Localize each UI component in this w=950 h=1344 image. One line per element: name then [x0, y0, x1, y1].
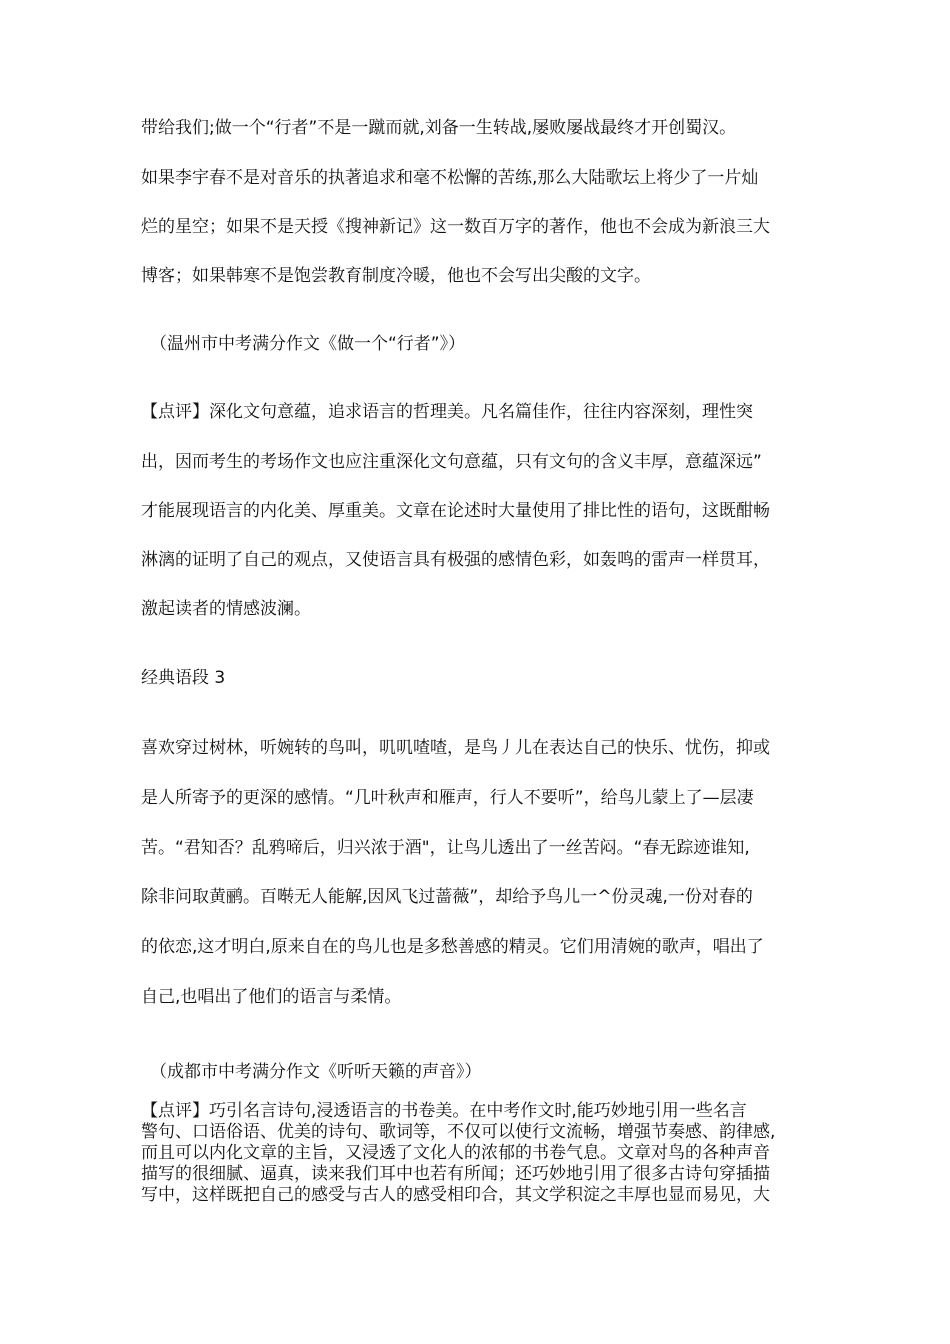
comment-1-line-3: 才能展现语言的内化美、厚重美。文章在论述时大量使用了排比性的语句，这既酣畅 — [141, 501, 770, 521]
paragraph-1-line-3: 烂的星空；如果不是天授《搜神新记》这一数百万字的著作，他也不会成为新浪三大 — [141, 217, 770, 237]
comment-2-line-4: 描写的很细腻、逼真，读来我们耳中也若有所闻；还巧妙地引用了很多古诗句穿插描 — [141, 1164, 770, 1184]
source-citation-2: （成都市中考满分作文《听听天籁的声音》） — [150, 1062, 482, 1082]
paragraph-2-line-1: 喜欢穿过树林，听婉转的鸟叫，叽叽喳喳，是鸟丿儿在表达自己的快乐、忧伤，抑或 — [141, 738, 770, 758]
paragraph-1-line-4: 博客；如果韩寒不是饱尝教育制度冷暖，他也不会写出尖酸的文字。 — [141, 266, 651, 286]
comment-2-line-3: 而且可以内化文章的主旨，又浸透了文化人的浓郁的书卷气息。文章对鸟的各种声音 — [141, 1143, 770, 1163]
paragraph-2-line-6: 自己,也唱出了他们的语言与柔情。 — [141, 987, 402, 1007]
paragraph-2-line-3: 苦。“君知否？乱鸦啼后，归兴浓于酒"，让鸟儿透出了一丝苦闷。“春无踪迹谁知, — [141, 838, 750, 858]
comment-2-line-1: 【点评】巧引名言诗句,浸透语言的书卷美。在中考作文时,能巧妙地引用一些名言 — [141, 1101, 747, 1121]
comment-1-line-2: 出，因而考生的考场作文也应注重深化文句意蕴，只有文句的含义丰厚，意蕴深远” — [141, 452, 762, 472]
paragraph-1-line-2: 如果李宇春不是对音乐的执著追求和毫不松懈的苦练,那么大陆歌坛上将少了一片灿 — [141, 168, 759, 188]
source-citation-1: （温州市中考满分作文《做一个“行者”》） — [150, 334, 466, 354]
comment-1-line-5: 激起读者的情感波澜。 — [141, 599, 311, 619]
paragraph-2-line-5: 的依恋,这才明白,原来自在的鸟儿也是多愁善感的精灵。它们用清婉的歌声，唱出了 — [141, 937, 764, 957]
comment-1-line-4: 淋漓的证明了自己的观点，又使语言具有极强的感情色彩，如轰鸣的雷声一样贯耳， — [141, 550, 770, 570]
paragraph-1-line-1: 带给我们;做一个“行者”不是一蹴而就,刘备一生转战,屡败屡战最终才开创蜀汉。 — [141, 118, 737, 138]
comment-2-block — [141, 1101, 821, 1206]
comment-1-line-1: 【点评】深化文句意蕴，追求语言的哲理美。凡名篇佳作，往往内容深刻，理性突 — [141, 402, 753, 422]
comment-2-line-5: 写中，这样既把自己的感受与古人的感受相印合，其文学积淀之丰厚也显而易见，大 — [141, 1185, 770, 1205]
paragraph-2-line-4: 除非问取黄鹂。百啭无人能解,因风飞过蔷薇”，却给予鸟儿一^份灵魂,一份对春的 — [141, 887, 753, 907]
section-heading: 经典语段 3 — [141, 668, 226, 688]
paragraph-2-line-2: 是人所寄予的更深的感情。“几叶秋声和雁声，行人不要听”，给鸟儿蒙上了—层凄 — [141, 788, 754, 808]
comment-2-line-2: 警句、口语俗语、优美的诗句、歌词等，不仅可以使行文流畅，增强节奏感、韵律感, — [141, 1122, 776, 1142]
